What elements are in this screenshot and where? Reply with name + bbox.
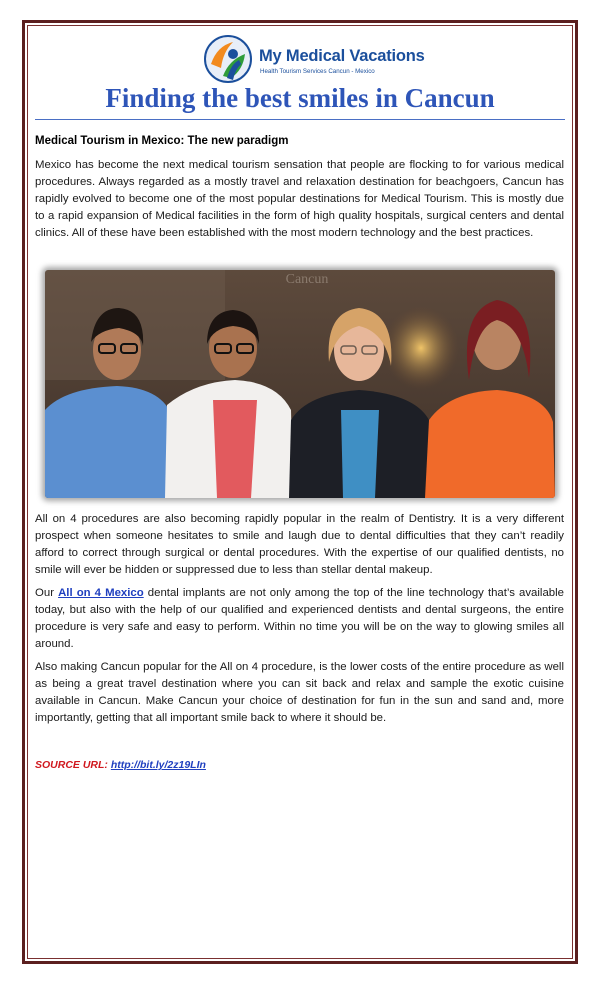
source-label: SOURCE URL: xyxy=(35,759,108,771)
paragraph-cancun-costs: Also making Cancun popular for the All on 4 procedure, is the lower costs of the entire procedure as well as being a great travel destination where you can sit back and relax and sample the exotic cuisine available in Cancun. Make Cancun your choice of destination for fun in the sun and sand and, more importantly, getting that all important smile back to where it should be. xyxy=(35,661,564,724)
brand-logo[interactable] xyxy=(203,34,433,90)
paragraph-implants xyxy=(35,585,564,653)
dental-team-photo xyxy=(45,270,555,498)
paragraph-all-on-4: All on 4 procedures are also becoming rapidly popular in the realm of Dentistry. It is a very different prospect when someone hesitates to smile and laugh due to dental difficulties that they can’t readily afford to correct through surgical or dental procedures. With the expertise of our qualified dentists, no smile will ever be hidden or suppressed due to less than stellar dental makeup. xyxy=(35,513,564,576)
photo-wall-sign: Cancun xyxy=(285,272,329,287)
source-line xyxy=(35,759,206,771)
paragraph-implants-lead: Our xyxy=(35,587,59,599)
team-photo-image xyxy=(45,270,555,498)
brand-name: My Medical Vacations xyxy=(259,47,425,65)
title-divider xyxy=(35,119,565,120)
paragraph-implants-body: dental implants are not only among the top of the line technology that’s available today, but also with the help of our qualified and experienced dentists and dental surgeons, the entire procedure is very safe and easy to perform. Within no time you will be on the way to glowing smiles all around. xyxy=(35,587,564,650)
brand-tagline: Health Tourism Services Cancun - Mexico xyxy=(260,68,375,75)
medical-vacations-logo-icon xyxy=(203,34,253,84)
page-title: Finding the best smiles in Cancun xyxy=(105,83,495,113)
all-on-4-mexico-link[interactable]: All on 4 Mexico xyxy=(58,587,144,599)
source-url-link[interactable]: http://bit.ly/2z19LIn xyxy=(110,759,206,771)
section-subheading: Medical Tourism in Mexico: The new paradigm xyxy=(35,135,289,147)
paragraph-intro: Mexico has become the next medical tourism sensation that people are flocking to for various medical procedures. Always regarded as a mostly travel and relaxation destination for beachgoers, Cancun has rapidly evolved to become one of the most popular destinations for Medical Tourism. This is mostly due to a rapid expansion of Medical facilities in the form of high quality hospitals, surgical centers and dental clinics. All of these have been established with the most modern technology and the best practices. xyxy=(35,159,564,239)
